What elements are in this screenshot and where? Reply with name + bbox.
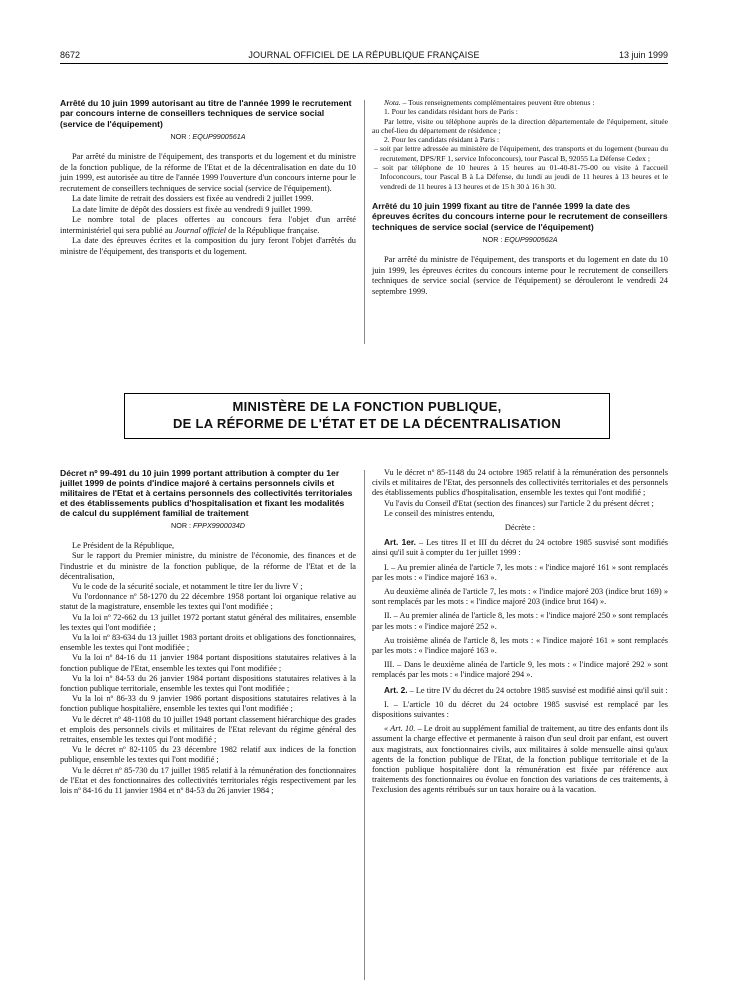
text-span: – Le titre IV du décret du 24 octobre 1985 susvisé est modifié ainsi qu'il suit : — [407, 685, 668, 695]
paragraph: La date des épreuves écrites et la composition du jury feront l'objet d'arrêtés du ministre de l'équipement, des transports et du logement. — [60, 236, 356, 256]
visa: Vu le décret nº 85-730 du 17 juillet 1985 relatif à la rémunération des fonctionnaires de l'Etat et des fonctionnaires des collectivités territoriales régis respectivement par les lois nº 84-16 du 11 janvier 1984 et nº 84-53 du 26 janvier 1984 ; — [60, 765, 356, 796]
ministry-line-1: MINISTÈRE DE LA FONCTION PUBLIQUE, — [232, 399, 502, 414]
article-2-label: Art. 2. — [384, 684, 408, 695]
nota-bullet: – soit par téléphone de 10 heures à 15 heures au 01-40-81-75-00 ou visite à l'accueil Infoconcours, tour Pascal B à La Défense, du lundi au jeudi de 11 heures à 13 heures et le vendredi de 11 heures à 13 heures et de 15 h 30 à 16 h 30. — [374, 163, 668, 191]
visa: Vu la loi nº 84-16 du 11 janvier 1984 portant dispositions statutaires relatives à la fonction publique de l'Etat, ensemble les textes qui l'ont modifiée ; — [60, 653, 356, 673]
visa: Vu la loi nº 83-634 du 13 juillet 1983 portant droits et obligations des fonctionnaires, ensemble les textes qui l'ont modifiée ; — [60, 633, 356, 653]
visa: Vu le décret nº 85-1148 du 24 octobre 1985 relatif à la rémunération des personnels civils et militaires de l'Etat, des personnels des collectivités territoriales et des personnels des établissements publics d'hospitalisation, ensemble les textes qui l'ont modifié ; — [372, 468, 668, 498]
paragraph — [60, 215, 356, 236]
visa: Vu la loi nº 86-33 du 9 janvier 1986 portant dispositions statutaires relatives à la fonction publique hospitalière, ensemble les textes qui l'ont modifiée ; — [60, 694, 356, 714]
visa: Vu la loi nº 72-662 du 13 juillet 1972 portant statut général des militaires, ensemble les textes qui l'ont modifiée ; — [60, 612, 356, 632]
decret-left-column — [60, 468, 356, 796]
text-span: Le nombre total de places offertes au concours fera l'objet d'un arrêté interministériel qui sera publié au — [60, 215, 356, 235]
article-item: II. – Au premier alinéa de l'article 8, les mots : « l'indice majoré 250 » sont remplacés par les mots : « l'indice majoré 252 ». — [372, 611, 668, 631]
journal-officiel-italic: Journal officiel — [174, 225, 227, 235]
visa: Le conseil des ministres entendu, — [384, 508, 495, 518]
article-10-label: « Art. 10. — [384, 724, 416, 734]
nota-item: 2. Pour les candidats résidant à Paris : — [384, 135, 500, 145]
column-divider — [364, 100, 365, 344]
nor-label: NOR : — [171, 521, 193, 530]
ministry-line-2: DE LA RÉFORME DE L'ÉTAT ET DE LA DÉCENTRALISATION — [172, 416, 562, 431]
article-item: Au troisième alinéa de l'article 8, les mots : « l'indice majoré 161 » sont remplacés par les mots : « l'indice majoré 163 ». — [372, 635, 668, 656]
arrete-date-epreuves-title: Arrêté du 10 juin 1999 fixant au titre de l'année 1999 la date des épreuves écrites du concours interne pour le recrutement de conseillers techniques de service social (service de l'équipement) — [372, 200, 668, 232]
arrete-recrutement-title: Arrêté du 10 juin 1999 autorisant au titre de l'année 1999 le recrutement par concours interne de conseillers techniques de service social (service de l'équipement) — [60, 98, 352, 129]
column-divider — [364, 470, 365, 980]
nota-label: Nota. — [384, 98, 401, 107]
paragraph: La date limite de dépôt des dossiers est fixée au vendredi 9 juillet 1999. — [72, 204, 313, 214]
visa: Sur le rapport du Premier ministre, du ministre de l'économie, des finances et de l'industrie et du ministre de la fonction publique, de la réforme de l'Etat et de la décentralisation, — [60, 551, 356, 581]
article-1 — [372, 537, 668, 558]
journal-title: JOURNAL OFFICIEL DE LA RÉPUBLIQUE FRANÇAISE — [248, 50, 480, 60]
nor-code: EQUP9900561A — [192, 131, 246, 141]
issue-date: 13 juin 1999 — [618, 50, 668, 60]
nor-code: FPPX9900034D — [193, 521, 245, 530]
text-span: – Tous renseignements complémentaires peuvent être obtenus : — [400, 98, 595, 107]
paragraph: Par arrêté du ministre de l'équipement, des transports et du logement en date du 10 juin 1999, les épreuves écrites du concours interne pour le recrutement de conseillers techniques de service social (service de l'équipement) se dérouleront le vendredi 24 septembre 1999. — [372, 255, 668, 296]
nor-reference — [372, 235, 668, 246]
ministry-heading-box — [124, 393, 610, 439]
article-item: Au deuxième alinéa de l'article 7, les mots : « l'indice majoré 203 (indice brut 169) » sont remplacés par les mots : « l'indice majoré 203 (indice brut 164) ». — [372, 587, 668, 607]
nota-item-text: Par lettre, visite ou téléphone auprès de la direction départementale de l'équipement, située au chef-lieu du département de résidence ; — [372, 116, 668, 135]
visa: Vu l'ordonnance nº 58-1270 du 22 décembre 1958 portant loi organique relative au statut de la magistrature, ensemble les textes qui l'ont modifiée ; — [60, 592, 356, 612]
visa: Vu la loi nº 84-53 du 26 janvier 1984 portant dispositions statutaires relatives à la fonction publique territoriale, ensemble les textes qui l'ont modifiée ; — [60, 673, 356, 694]
decrete-heading: Décrète : — [504, 523, 536, 533]
article-1-label: Art. 1er. — [384, 537, 416, 548]
visa: Vu l'avis du Conseil d'Etat (section des finances) sur l'article 2 du présent décret ; — [384, 498, 654, 508]
article-10-text — [372, 724, 668, 795]
nor-code: EQUP9900562A — [504, 234, 558, 244]
visa: Vu le décret nº 82-1105 du 23 décembre 1982 relatif aux indices de la fonction publique, ensemble les textes qui l'ont modifié ; — [60, 745, 356, 765]
paragraph: Par arrêté du ministre de l'équipement, des transports et du logement et du ministre de la fonction publique, de la réforme de l'Etat et de la décentralisation en date du 10 juin 1999, est autorisée au titre de l'année 1999 l'ouverture d'un concours interne pour le recrutement de conseillers techniques de service social (service de l'équipement). — [60, 152, 356, 193]
decret-right-column — [372, 468, 668, 796]
article-2 — [372, 685, 668, 696]
nota-intro — [372, 98, 668, 107]
nota-bullet: – soit par lettre adressée au ministère de l'équipement, des transports et du logement (bureau du recrutement, DPS/RF 1, service Infoconcours), tour Pascal B, 92055 La Défense Cedex ; — [374, 144, 668, 163]
article-item: I. – Au premier alinéa de l'article 7, les mots : « l'indice majoré 161 » sont remplacés par les mots : « l'indice majoré 163 ». — [372, 562, 668, 582]
nor-label: NOR : — [170, 131, 193, 141]
nor-label: NOR : — [482, 234, 505, 244]
arrete-recrutement — [60, 98, 356, 257]
page-number: 8672 — [60, 50, 81, 60]
decret-title: Décret nº 99-491 du 10 juin 1999 portant attribution à compter du 1er juillet 1999 de points d'indice majoré à certains personnels civils et militaires de l'Etat et à certains personnels des collectivités territoriales et des établissements publics d'hospitalisation et fixant les modalités de calcul du supplément familial de traitement — [60, 468, 353, 518]
article-item: III. – Dans le deuxième alinéa de l'article 9, les mots : « l'indice majoré 292 » sont remplacés par les mots : « l'indice majoré 294 ». — [372, 660, 668, 680]
article-item: I. – L'article 10 du décret du 24 octobre 1985 susvisé est remplacé par les dispositions suivantes : — [372, 699, 668, 720]
visa: Vu le code de la sécurité sociale, et notamment le titre Ier du livre V ; — [72, 582, 303, 592]
paragraph: La date limite de retrait des dossiers est fixée au vendredi 2 juillet 1999. — [72, 194, 314, 204]
nota-item: 1. Pour les candidats résidant hors de Paris : — [384, 107, 518, 117]
text-span: – Les titres II et III du décret du 24 octobre 1985 susvisé sont modifiés ainsi qu'il suit à compter du 1er juillet 1999 : — [372, 538, 668, 558]
nota-block — [372, 98, 668, 297]
page-header — [60, 49, 668, 64]
visa: Vu le décret nº 48-1108 du 10 juillet 1948 portant classement hiérarchique des grades et emplois des personnels civils et militaires de l'Etat relevant du régime général des retraites, ensemble les textes qui l'ont modifié ; — [60, 714, 356, 745]
text-span: – Le droit au supplément familial de traitement, au titre des enfants dont ils assument la charge effective et permanente à raison d'un seul droit par enfant, est ouvert aux magistrats, aux fonctionnaires civils, aux militaires à solde mensuelle ainsi qu'aux agents de la fonction publique de l'Etat, de la fonction publique territoriale et de la fonction publique hospitalière dont la rémunération est fixée par référence aux traitements des fonctionnaires ou évolue en fonction des variations de ces traitements, à l'exclusion des agents rétribués sur un taux horaire ou à la vacation. — [372, 724, 668, 795]
nor-reference — [60, 521, 356, 531]
visa: Le Président de la République, — [72, 541, 175, 551]
text-span: de la République française. — [226, 225, 320, 235]
nor-reference — [60, 132, 356, 143]
